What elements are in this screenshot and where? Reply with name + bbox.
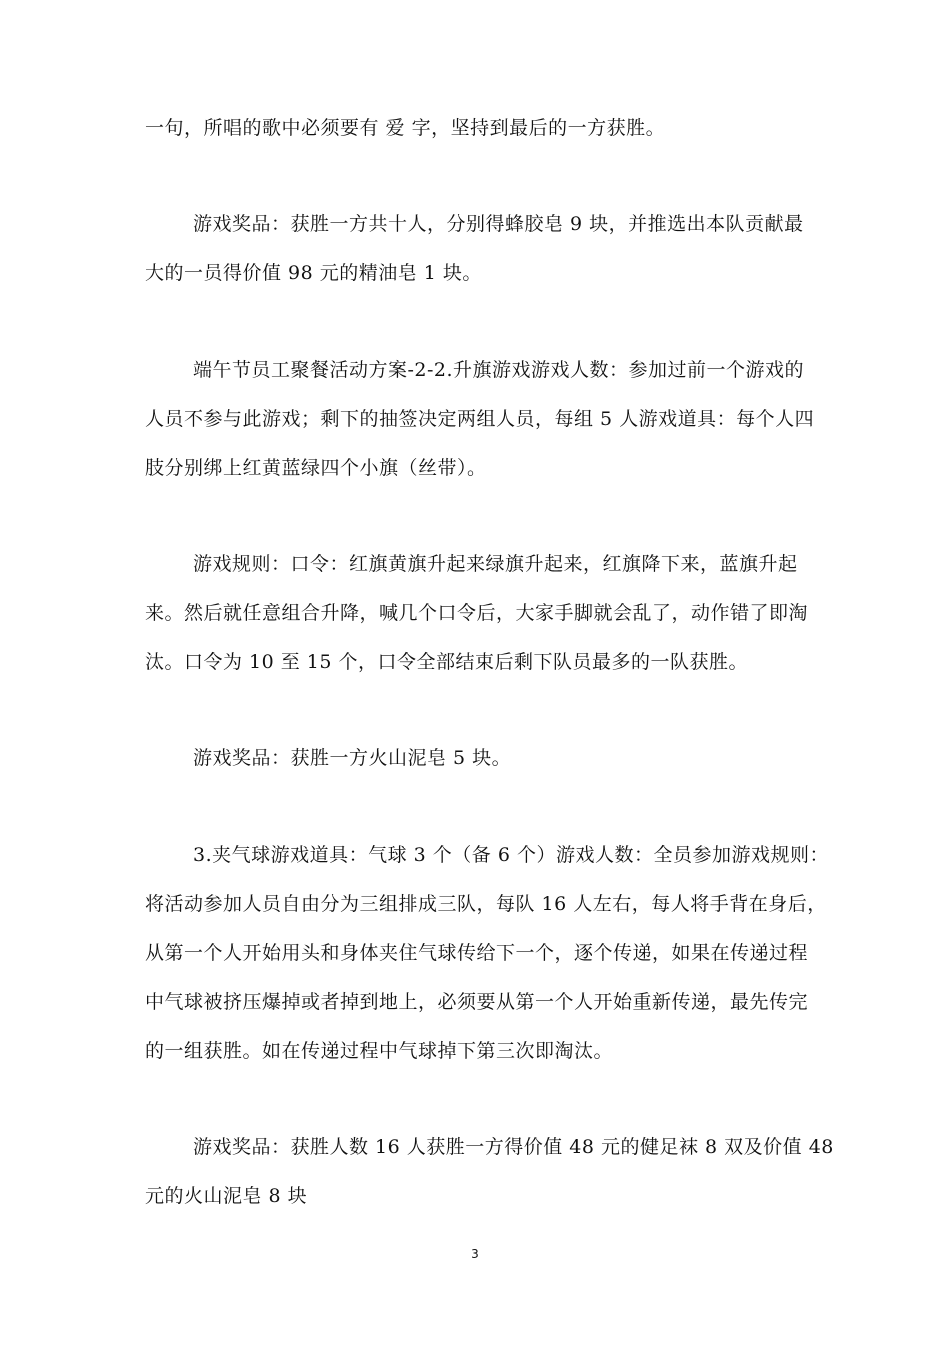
text-line: 端午节员工聚餐活动方案-2-2.升旗游戏游戏人数：参加过前一个游戏的 — [193, 359, 805, 381]
text-line: 3.夹气球游戏道具：气球 3 个（备 6 个）游戏人数：全员参加游戏规则： — [193, 844, 829, 866]
text-line: 来。然后就任意组合升降，喊几个口令后，大家手脚就会乱了，动作错了即淘 — [145, 602, 809, 624]
text-line: 游戏规则：口令：红旗黄旗升起来绿旗升起来，红旗降下来，蓝旗升起 — [193, 553, 798, 575]
text-line: 汰。口令为 10 至 15 个，口令全部结束后剩下队员最多的一队获胜。 — [145, 651, 749, 673]
text-line: 的一组获胜。如在传递过程中气球掉下第三次即淘汰。 — [145, 1040, 614, 1062]
text-line: 元的火山泥皂 8 块 — [145, 1185, 308, 1207]
text-line: 人员不参与此游戏；剩下的抽签决定两组人员，每组 5 人游戏道具：每个人四 — [145, 408, 815, 430]
text-line: 游戏奖品：获胜人数 16 人获胜一方得价值 48 元的健足袜 8 双及价值 48 — [193, 1136, 834, 1158]
text-line: 游戏奖品：获胜一方火山泥皂 5 块。 — [193, 747, 512, 769]
text-line: 大的一员得价值 98 元的精油皂 1 块。 — [145, 262, 482, 284]
text-line: 肢分别绑上红黄蓝绿四个小旗（丝带）。 — [145, 457, 487, 479]
text-line: 游戏奖品：获胜一方共十人，分别得蜂胶皂 9 块，并推选出本队贡献最 — [193, 213, 804, 235]
text-line: 中气球被挤压爆掉或者掉到地上，必须要从第一个人开始重新传递，最先传完 — [145, 991, 809, 1013]
text-line: 一句，所唱的歌中必须要有 爱 字，坚持到最后的一方获胜。 — [145, 117, 666, 139]
text-line: 将活动参加人员自由分为三组排成三队，每队 16 人左右，每人将手背在身后， — [145, 893, 827, 915]
page-number: 3 — [471, 1247, 479, 1261]
text-line: 从第一个人开始用头和身体夹住气球传给下一个，逐个传递，如果在传递过程 — [145, 942, 809, 964]
